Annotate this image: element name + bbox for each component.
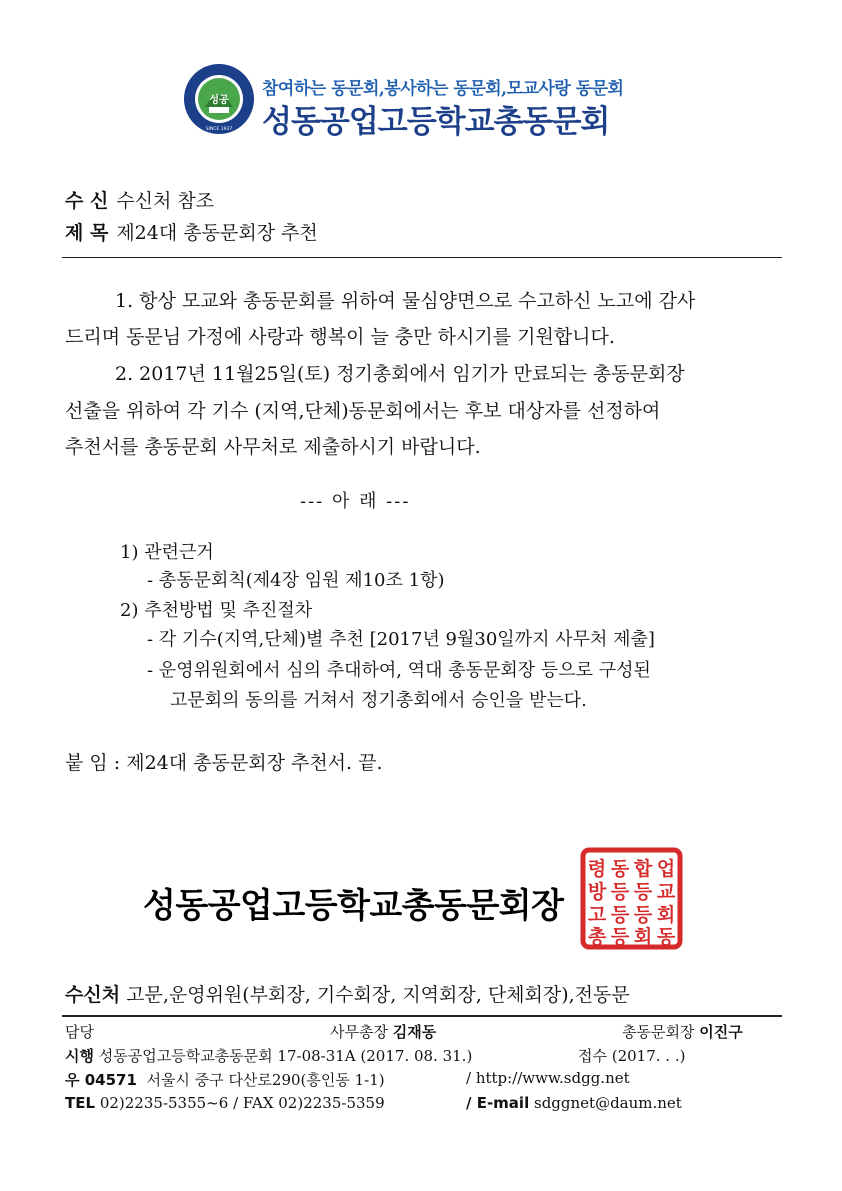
seal-char: 교 xyxy=(656,881,676,903)
notice-heading: --- 아 래 --- xyxy=(300,491,411,512)
email-label: / E-mail xyxy=(466,1094,530,1112)
secretary-name: 김재동 xyxy=(392,1023,437,1041)
official-seal xyxy=(580,847,683,950)
seal-char: 총 xyxy=(587,926,607,948)
logo-since-text: SINCE 1937 xyxy=(205,127,233,132)
seal-char: 동 xyxy=(656,926,676,948)
slogan: 참여하는 동문회,봉사하는 동문회,모교사랑 동문회 xyxy=(262,79,624,99)
seal-char: 고 xyxy=(587,904,607,926)
alumni-logo xyxy=(183,63,255,135)
seal-char: 회 xyxy=(656,904,676,926)
header-divider xyxy=(62,257,782,258)
list-item: 고문회의 동의를 거쳐서 정기총회에서 승인을 받는다. xyxy=(170,690,587,711)
subject-value: 제24대 총동문회장 추천 xyxy=(116,222,318,244)
list-item: 1) 관련근거 xyxy=(120,542,214,563)
seal-char: 회 xyxy=(633,926,653,948)
org-title: 성동공업고등학교총동문회 xyxy=(262,104,610,140)
charge-label: 담당 xyxy=(65,1023,94,1041)
tel-label: TEL xyxy=(65,1094,96,1112)
email-link[interactable]: sdggnet@daum.net xyxy=(534,1094,682,1112)
issue-line xyxy=(65,1045,472,1066)
secretary-label: 사무총장 xyxy=(330,1023,388,1041)
subject-label: 제 목 xyxy=(65,222,109,244)
website-link[interactable]: / http://www.sdgg.net xyxy=(466,1069,630,1087)
logo-center-text: 성공 xyxy=(209,95,229,106)
paragraph-line: 추천서를 총동문회 사무처로 제출하시기 바랍니다. xyxy=(65,436,481,458)
secretary xyxy=(330,1021,436,1042)
contact-line xyxy=(65,1094,385,1112)
recipient-label: 수 신 xyxy=(65,190,109,212)
list-item: - 운영위원회에서 심의 추대하여, 역대 총동문회장 등으로 구성된 xyxy=(147,660,651,681)
seal-char: 등 xyxy=(633,904,653,926)
issue-label: 시행 xyxy=(65,1047,94,1065)
president xyxy=(622,1021,743,1042)
receipt-text: 접수 (2017. . .) xyxy=(578,1047,686,1065)
tel-text: 02)2235-5355~6 / FAX 02)2235-5359 xyxy=(99,1094,385,1112)
footer-divider xyxy=(62,1015,782,1017)
postal-code: 우 04571 xyxy=(65,1071,137,1089)
list-item: - 각 기수(지역,단체)별 추천 [2017년 9월30일까지 사무처 제출] xyxy=(147,629,655,650)
recipient-line xyxy=(65,186,214,213)
paragraph-line: 선출을 위하여 각 기수 (지역,단체)동문회에서는 후보 대상자를 선정하여 xyxy=(65,400,661,422)
attachment-line: 붙 임 : 제24대 총동문회장 추천서. 끝. xyxy=(65,752,383,774)
address-line xyxy=(65,1069,385,1090)
president-label: 총동문회장 xyxy=(622,1023,695,1041)
subject-line xyxy=(65,218,318,245)
seal-char: 등 xyxy=(610,904,630,926)
president-name: 이진구 xyxy=(699,1023,743,1041)
recipient-value: 수신처 참조 xyxy=(116,190,215,212)
recipients-value: 고문,운영위원(부회장, 기수회장, 지역회장, 단체회장),전동문 xyxy=(126,984,630,1006)
signature-title: 성동공업고등학교총동문회장 xyxy=(143,886,564,926)
seal-char: 등 xyxy=(610,881,630,903)
seal-char: 등 xyxy=(633,881,653,903)
seal-char: 동 xyxy=(610,858,630,880)
seal-char: 등 xyxy=(610,926,630,948)
recipients-label: 수신처 xyxy=(65,984,121,1006)
list-item: 2) 추천방법 및 추진절차 xyxy=(120,600,313,621)
seal-char: 방 xyxy=(587,881,607,903)
paragraph-line: 드리며 동문님 가정에 사랑과 행복이 늘 충만 하시기를 기원합니다. xyxy=(65,326,615,348)
recipients-line xyxy=(65,980,630,1007)
seal-char: 업 xyxy=(656,858,676,880)
issue-text: 성동공업고등학교총동문회 17-08-31A (2017. 08. 31.) xyxy=(98,1047,473,1065)
paragraph-line: 2. 2017년 11월25일(토) 정기총회에서 임기가 만료되는 총동문회장 xyxy=(115,363,685,385)
address-text: 서울시 중구 다산로290(흥인동 1-1) xyxy=(146,1071,385,1089)
paragraph-line: 1. 항상 모교와 총동문회를 위하여 물심양면으로 수고하신 노고에 감사 xyxy=(115,290,696,312)
seal-char: 령 xyxy=(587,858,607,880)
email-line xyxy=(466,1094,682,1112)
seal-char: 합 xyxy=(633,858,653,880)
list-item: - 총동문회칙(제4장 임원 제10조 1항) xyxy=(147,570,445,591)
